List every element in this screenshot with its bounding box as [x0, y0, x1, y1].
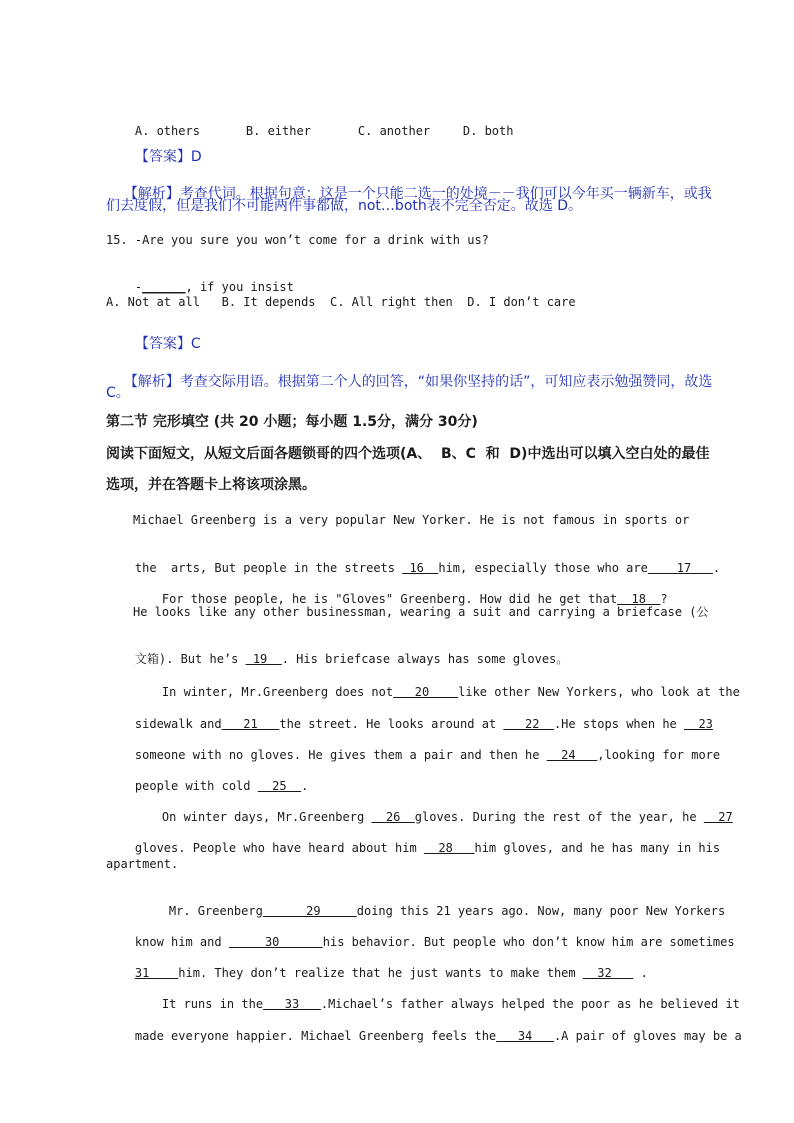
passage-text: him. They don’t realize that he just wants to make them	[178, 966, 583, 980]
reply-text: , if you insist	[185, 280, 294, 294]
analysis-text: 考查交际用语。根据第二个人的回答，“如果你坚持的话”，可知应表示勉强赞同，故选	[179, 374, 713, 390]
passage-p7-line2	[106, 1012, 742, 1060]
passage-text: the street. He looks around at	[279, 717, 504, 731]
q15-analysis-line2: C。	[106, 385, 130, 401]
blank-27: 27	[703, 810, 733, 824]
passage-p5-line2	[106, 824, 720, 872]
passage-text: .	[301, 779, 309, 793]
answer-value: C	[190, 336, 201, 352]
passage-text: .A pair of gloves may be a	[553, 1029, 742, 1043]
answer-tag: 【答案】	[134, 336, 191, 352]
blank-21: 21	[221, 717, 280, 731]
blank-19: 19	[245, 652, 282, 666]
blank-30: 30	[228, 935, 323, 949]
blank-17: 17	[647, 561, 713, 575]
blank-20: 20	[393, 685, 459, 699]
section-instructions-line2: 选项，并在答题卡上将该项涂黑。	[106, 477, 316, 493]
blank-23: 23	[684, 717, 713, 731]
passage-text: Mr. Greenberg	[168, 904, 263, 918]
section-title: 第二节 完形填空 (共 20 小题；每小题 1.5分，满分 30分)	[106, 414, 478, 430]
passage-text: the arts, But people in the streets	[134, 561, 403, 575]
passage-p3-line1: He looks like any other businessman, wearing a suit and carrying a briefcase (公	[133, 605, 709, 619]
blank-24: 24	[546, 748, 598, 762]
passage-text: .	[633, 966, 648, 980]
blank-29: 29	[262, 904, 357, 918]
blank-18: 18	[617, 592, 661, 606]
analysis-text: 考查代词。根据句意：这是一个只能二选一的处境－－我们可以今年买一辆新车，或我	[179, 186, 712, 202]
passage-text: ?	[660, 592, 668, 606]
q14-option-b: B. either	[245, 124, 311, 138]
section-instructions-line1: 阅读下面短文，从短文后面各题锁哥的四个选项(A、 B、C 和 D)中选出可以填入空白处的最佳	[106, 446, 710, 462]
passage-text: people with cold	[134, 779, 258, 793]
blank-26: 26	[371, 810, 415, 824]
passage-text: In winter, Mr.Greenberg does not	[161, 685, 394, 699]
passage-text: someone with no gloves. He gives them a pair and then he	[134, 748, 547, 762]
passage-text: made everyone happier. Michael Greenberg feels the	[134, 1029, 497, 1043]
passage-text: 文箱). But he’s	[134, 652, 246, 666]
blank-32: 32	[582, 966, 634, 980]
blank-22: 22	[503, 717, 554, 731]
q14-option-a: A. others	[134, 124, 200, 138]
blank-28: 28	[423, 841, 475, 855]
passage-text: .	[712, 561, 721, 575]
passage-p1-line1	[133, 512, 696, 528]
q14-analysis-line2: 们去度假，但是我们不可能两件事都做，not…both表不完全否定。故选 D。	[106, 198, 582, 214]
passage-text: his behavior. But people who don’t know him are sometimes	[322, 935, 735, 949]
analysis-tag: 【解析】	[123, 374, 180, 390]
passage-text: Michael Greenberg is a very popular New Yorker. He is not famous in sports or	[133, 513, 690, 527]
blank-31: 31	[134, 966, 179, 980]
q15-stem: 15. -Are you sure you won’t come for a drink with us?	[106, 233, 489, 247]
passage-text: him, especially those who are	[438, 561, 648, 575]
q15-options: A. Not at all B. It depends C. All right then D. I don’t care	[106, 295, 576, 309]
blank-25: 25	[257, 779, 302, 793]
reply-dash: -	[134, 280, 143, 294]
q15-analysis-line1	[106, 352, 712, 412]
passage-text: know him and	[134, 935, 229, 949]
passage-text: ,looking for more	[597, 748, 721, 762]
reply-blank: ______	[142, 280, 186, 294]
analysis-tag: 【解析】	[123, 186, 180, 202]
answer-value: D	[190, 149, 202, 165]
passage-p5-line3: apartment.	[106, 857, 179, 871]
passage-text: gloves. People who have heard about him	[134, 841, 424, 855]
passage-text: For those people, he is "Gloves" Greenberg. How did he get that	[161, 592, 618, 606]
q14-option-c: C. another	[357, 124, 431, 138]
passage-text: On winter days, Mr.Greenberg	[161, 810, 372, 824]
blank-33: 33	[263, 997, 321, 1011]
blank-16: 16	[402, 561, 439, 575]
passage-text: doing this 21 years ago. Now, many poor New Yorkers	[356, 904, 726, 918]
passage-text: gloves. During the rest of the year, he	[414, 810, 704, 824]
answer-tag: 【答案】	[134, 149, 191, 165]
passage-text: It runs in the	[161, 997, 264, 1011]
q14-option-d: D. both	[462, 124, 514, 138]
passage-text: .He stops when he	[553, 717, 684, 731]
passage-text: sidewalk and	[134, 717, 222, 731]
passage-text: .Michael’s father always helped the poor as he believed it	[320, 997, 740, 1011]
passage-text: . His briefcase always has some gloves。	[281, 652, 569, 666]
passage-text: him gloves, and he has many in his	[474, 841, 721, 855]
blank-34: 34	[496, 1029, 554, 1043]
passage-text: like other New Yorkers, who look at the	[458, 685, 740, 699]
